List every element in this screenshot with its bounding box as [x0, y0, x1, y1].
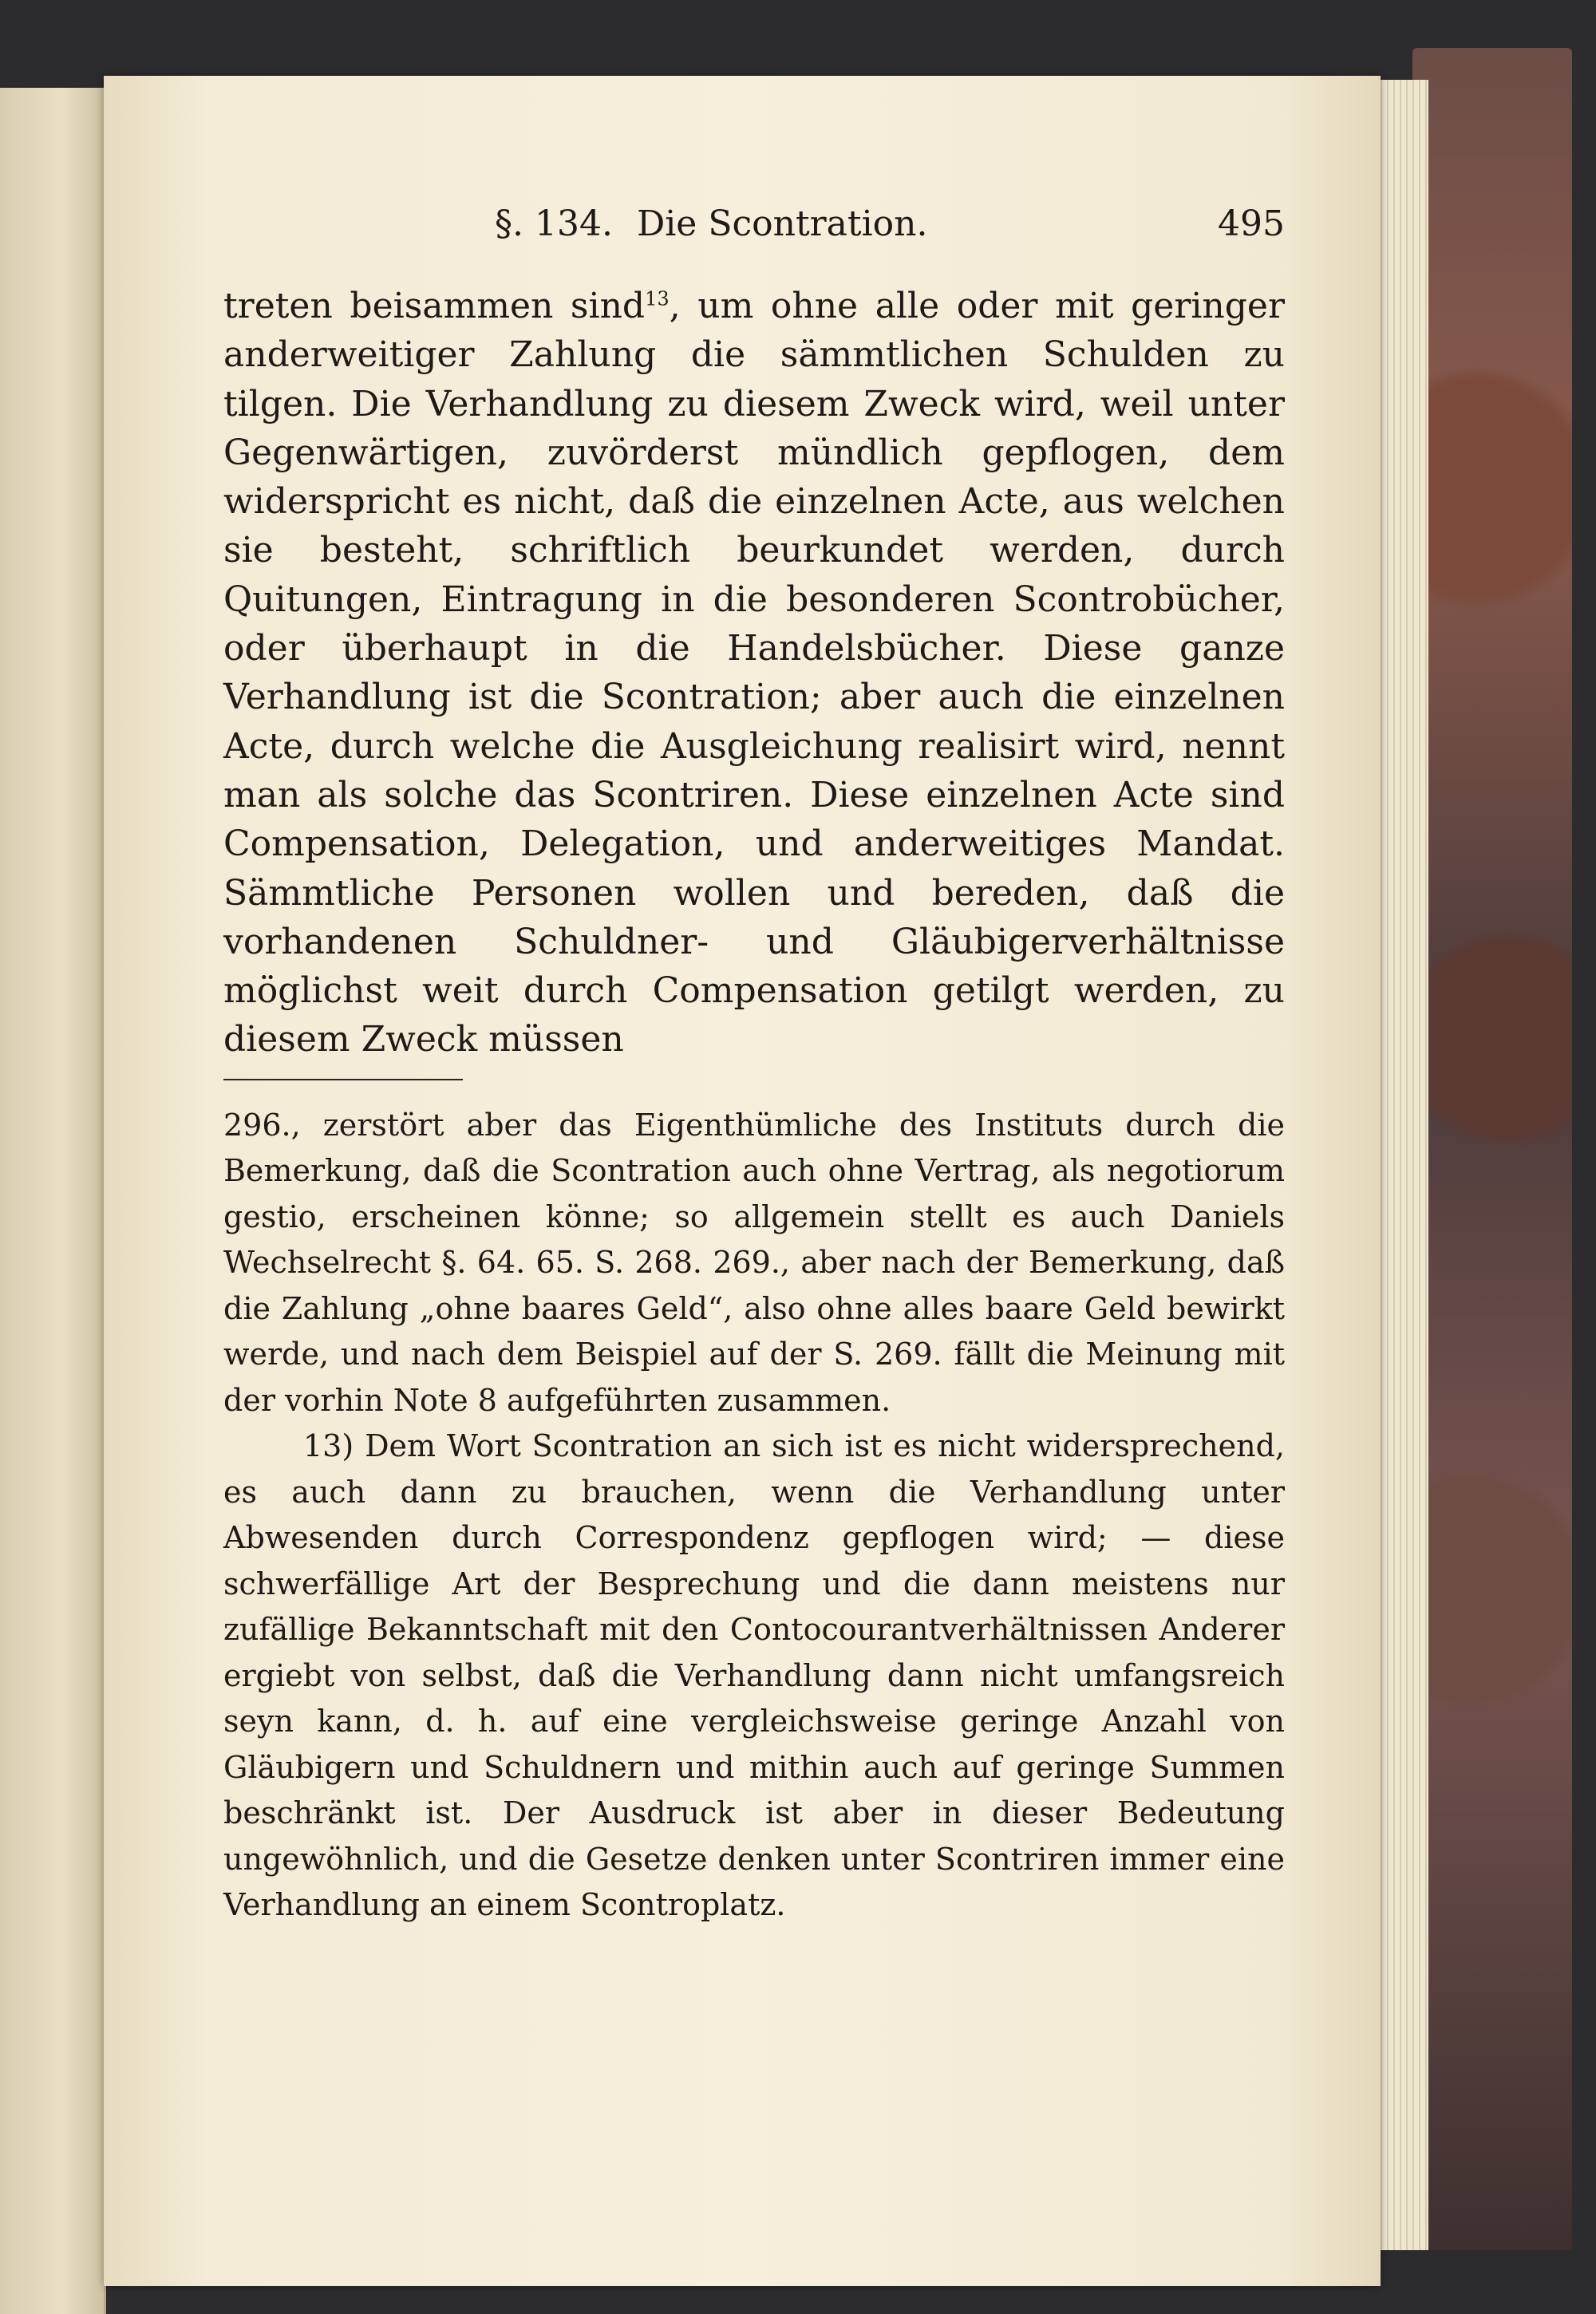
footnote-divider	[223, 1079, 463, 1080]
footnotes	[223, 1103, 1285, 1929]
previous-page-edge	[0, 88, 106, 2314]
footnote-13: 13) Dem Wort Scontration an sich ist es nicht widersprechend, es auch dann zu brauchen, wenn die Verhandlung unter Abwesenden durch Correspondenz gepflogen wird; — diese schwerfällige Art der Besprechung und die dann meistens nur zufällige Bekanntschaft mit den Contocourantverhältnissen Anderer ergiebt von selbst, daß die Verhandlung dann nicht umfangsreich seyn kann, d. h. auf eine vergleichsweise geringe Anzahl von Gläubigern und Schuldnern und mithin auch auf geringe Summen beschränkt ist. Der Ausdruck ist aber in dieser Bedeutung ungewöhnlich, und die Gesetze denken unter Scontriren immer eine Verhandlung an einem Scontroplatz.	[223, 1428, 1285, 1923]
page-number: 495	[1218, 203, 1285, 244]
main-text	[223, 282, 1285, 1064]
text-run: , um ohne alle oder mit geringer anderweitiger Zahlung die sämmtlichen Schulden zu tilgen. Die Verhandlung zu diesem Zweck wird, weil unter Gegenwärtigen, zuvörderst mündlich gepflogen, dem widerspricht es nicht, daß die einzelnen Acte, aus welchen sie besteht, schriftlich beurkundet werden, durch Quitungen, Eintragung in die besonderen Scontrobücher, oder überhaupt in die Handelsbücher. Diese ganze Verhandlung ist die Scontration; aber auch die einzelnen Acte, durch welche die Ausgleichung realisirt wird, nennt man als solche das Scontriren. Diese einzelnen Acte sind Compensation, Delegation, und anderweitiges Mandat. Sämmtliche Personen wollen und bereden, daß die vorhandenen Schuldner- und Gläubigerverhältnisse möglichst weit durch Compensation getilgt werden, zu diesem Zweck müssen	[223, 286, 1285, 1060]
page	[104, 76, 1381, 2286]
running-header	[223, 203, 1285, 251]
book-cover	[1412, 48, 1572, 2250]
section-number: §. 134.	[495, 203, 613, 244]
footnote-ref: 13	[645, 287, 670, 310]
paragraph	[223, 282, 1285, 1064]
footnote-continued: 296., zerstört aber das Eigenthümliche des Instituts durch die Bemerkung, daß die Scontration auch ohne Vertrag, als negotiorum gestio, erscheinen könne; so allgemein stellt es auch Daniels Wechselrecht §. 64. 65. S. 268. 269., aber nach der Bemerkung, daß die Zahlung „ohne baares Geld“, also ohne alles baare Geld bewirkt werde, und nach dem Beispiel auf der S. 269. fällt die Meinung mit der vorhin Note 8 aufgeführten zusammen.	[223, 1107, 1285, 1418]
text-run: treten beisammen sind	[223, 286, 646, 326]
page-title: Die Scontration.	[636, 203, 928, 244]
book	[0, 32, 1596, 2311]
page-content	[223, 203, 1285, 1929]
